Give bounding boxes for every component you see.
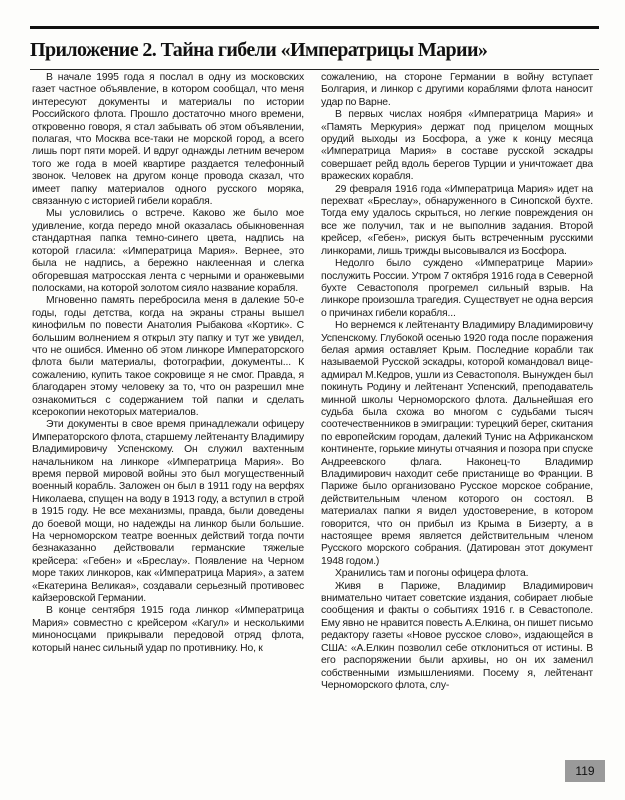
paragraph: Эти документы в свое время принадлежали офицеру Императорского флота, старшему лейтенанту Владимиру Владимировичу Успенскому. Он служил вахтенным начальником на линкоре «Императрица Мария». Во время первой мировой войны это был могущественный военный корабль. Заложен он был в 1911 году на верфях Николаева, спущен на воду в 1913 году, а вступил в строй в 1915 году. Не все механизмы, правда, были доведены до боевой мощи, но надежды на линкор были большие. На черноморском театре военных действий тогда почти безнаказанно действовали германские тяжелые крейсера: «Гебен» и «Бреслау». Появление на Черном море таких линкоров, как «Императрица Мария», а затем «Екатерина Великая», создавали серьезный противовес кайзеровской Германии. (32, 419, 304, 605)
header-rule (30, 69, 599, 70)
paragraph: сожалению, на стороне Германии в войну вступает Болгария, и линкор с другими кораблями флота наносит удар по Варне. (321, 72, 593, 108)
chapter-header (30, 26, 599, 75)
paragraph: 29 февраля 1916 года «Императрица Мария» идет на перехват «Бреслау», обнаруженного в Синопской бухте. Тогда ему удалось скрыться, но легкие повреждения он все же получил, так и не выполнив задания. Второй крейсер, «Гебен», рискуя быть встреченным русскими линкорами, лишь трижды высовывался из Босфора. (321, 183, 593, 257)
right-text-column (321, 72, 593, 762)
paragraph: Хранились там и погоны офицера флота. (335, 568, 529, 580)
paragraph: Живя в Париже, Владимир Владимирович внимательно читает советские издания, собирает любые сообщения и факты о событиях 1916 г. в Севастополе. Ему явно не нравится повесть А.Елкина, он пишет письмо редактору газеты «Новое русское слово», издающейся в США: «А.Елкин позволил себе отклониться от истины. В его распоряжении были архивы, но он их заменил собственными измышлениями. Посему я, лейтенант Черноморского флота, слу- (321, 580, 593, 691)
page-number: 119 (565, 760, 605, 782)
paragraph: В конце сентября 1915 года линкор «Императрица Мария» совместно с крейсером «Кагул» и несколькими миноносцами прикрывали передовой отряд флота, который нанес сильный удар по противнику. Но, к (32, 605, 304, 654)
paragraph: Мгновенно память перебросила меня в далекие 50-е годы, годы детства, когда на экраны страны вышел кинофильм по повести Анатолия Рыбакова «Кортик». С большим волнением я открыл эту папку и тут же увидел, что не ошибся. Именно об этом линкоре Императорского флота были материалы, фотографии, документы... К сожалению, купить такое сокровище я не смог. Правда, я благодарен этому человеку за то, что он разрешил мне ознакомиться с содержанием той папки и сделать ксерокопии некоторых материалов. (32, 295, 304, 418)
paragraph: Недолго было суждено «Императрице Марии» послужить России. Утром 7 октября 1916 года в Северной бухте Севастополя прогремел сильный взрыв. На линкоре произошла трагедия. Существует не одна версия о причинах гибели корабля... (321, 258, 593, 319)
paragraph: В первых числах ноября «Императрица Мария» и «Память Меркурия» держат под прицелом мощных орудий выходы из Босфора, а уже к концу месяца «Императрица Мария» в составе русской эскадры совершает рейд вдоль берегов Турции и уничтожает два вражеских корабля. (321, 109, 593, 183)
chapter-title: Приложение 2. Тайна гибели «Императрицы Марии» (30, 39, 488, 61)
left-text-column (32, 72, 304, 762)
paragraph: В начале 1995 года я послал в одну из московских газет частное объявление, в котором сообщал, что меня интересуют документы и материалы по истории Российского флота. Прошло достаточно много времени, откровенно говоря, я стал забывать об этом объявлении, полагая, что Москва все-таки не морской город, а всего лишь порт пяти морей. И вдруг однажды летним вечером того же года в моей квартире раздается телефонный звонок. Человек на другом конце провода сказал, что имеет папку материалов одного русского моряка, связанную с историей гибели корабля. (32, 72, 304, 208)
paragraph: Мы условились о встрече. Каково же было мое удивление, когда передо мной оказалась обыкновенная стандартная папка темно-синего цвета, надпись на которой гласила: «Императрица Мария». Вернее, это была не надпись, а бережно наклеенная и слегка обгоревшая матросская лента с черными и оранжевыми полосками, на которой золотом сияло название корабля. (32, 208, 304, 294)
paragraph: Но вернемся к лейтенанту Владимиру Владимировичу Успенскому. Глубокой осенью 1920 года после поражения белая армия оставляет Крым. Последние корабли так называемой Русской эскадры, которой командовал вице-адмирал М.Кедров, ушли из Севастополя. Вынужден был покинуть Родину и лейтенант Успенский, преподаватель минной школы Черноморского флота. Дальнейшая его судьба была схожа во многом с судьбами тысяч соотечественников в эмиграции: турецкий берег, скитания по европейским городам, далекий Тунис на Африканском континенте, горькие минуты отчаяния и позора при спуске Андреевского флага. Наконец-то Владимир Владимирович находит себе пристанище во Франции. В Париже было организовано Русское морское собрание, действительным членом которого он состоял. В материалах папки я видел удостоверение, в котором говорится, что он прибыл из Крыма в Бизерту, а в настоящее время является действительным членом Русского морского собрания. (Датирован этот документ 1948 годом.) (321, 320, 593, 567)
